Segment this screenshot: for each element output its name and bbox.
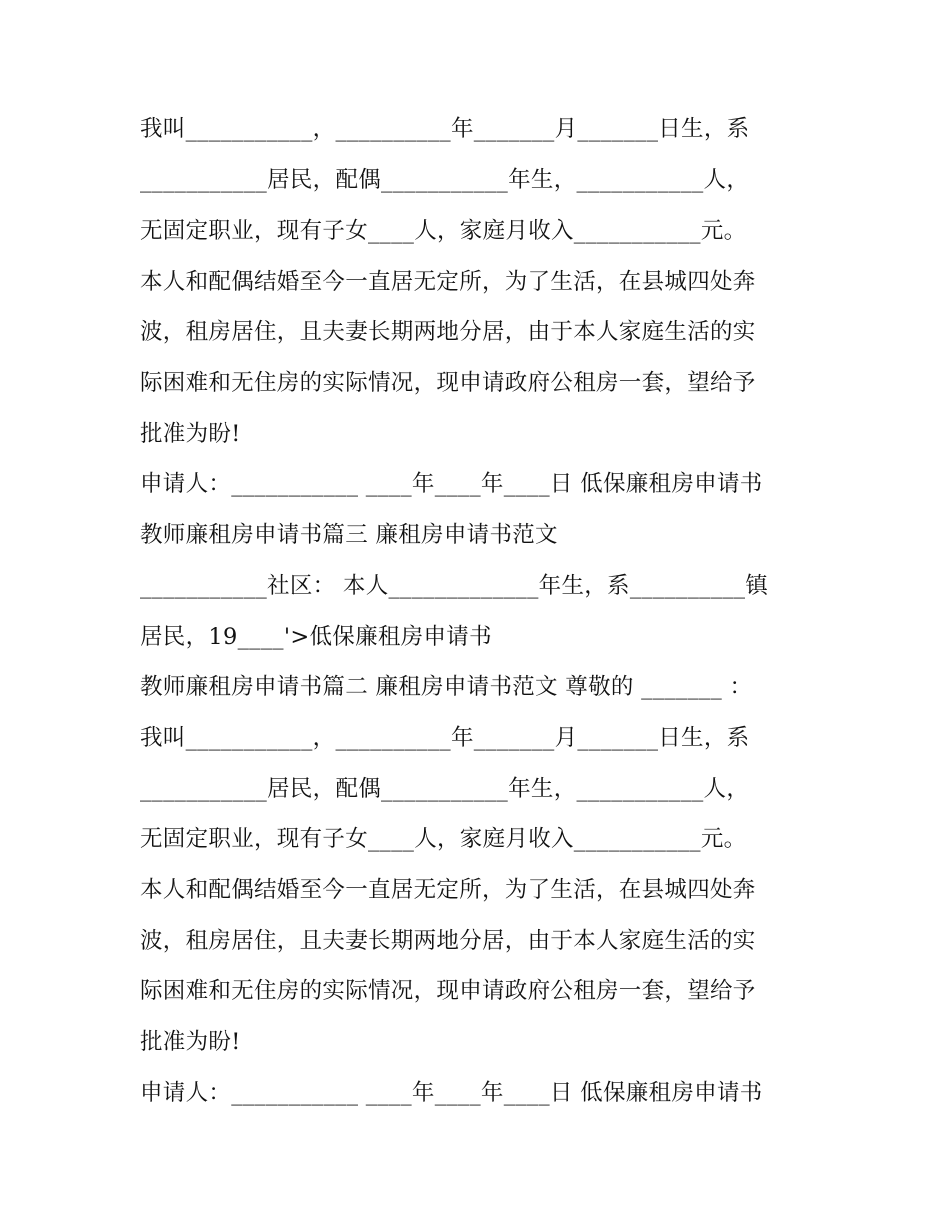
- text-line: 波，租房居住，且夫妻长期两地分居，由于本人家庭生活的实: [140, 319, 756, 345]
- text-line: 无固定职业，现有子女____人，家庭月收入___________元。: [140, 218, 747, 244]
- text-line: 我叫___________，__________年_______月_______日生，系: [140, 725, 750, 751]
- text-line: 本人和配偶结婚至今一直居无定所，为了生活，在县城四处奔: [140, 877, 756, 903]
- text-line: 无固定职业，现有子女____人，家庭月收入___________元。: [140, 826, 747, 852]
- text-line: 本人和配偶结婚至今一直居无定所，为了生活，在县城四处奔: [140, 269, 756, 295]
- text-line: 际困难和无住房的实际情况，现申请政府公租房一套，望给予: [140, 370, 756, 396]
- text-line: 申请人：___________ ____年____年____日 低保廉租房申请书: [140, 471, 763, 497]
- text-line: ___________居民，配偶___________年生，___________人，: [140, 776, 750, 802]
- text-line: 批准为盼!: [140, 421, 241, 447]
- text-line: 波，租房居住，且夫妻长期两地分居，由于本人家庭生活的实: [140, 928, 756, 954]
- text-line: ___________居民，配偶___________年生，___________人，: [140, 167, 750, 193]
- text-line: 教师廉租房申请书篇二 廉租房申请书范文 尊敬的 _______ ：: [140, 674, 753, 700]
- text-line: 教师廉租房申请书篇三 廉租房申请书范文: [140, 522, 558, 548]
- text-line: 申请人：___________ ____年____年____日 低保廉租房申请书: [140, 1080, 763, 1106]
- text-line: 际困难和无住房的实际情况，现申请政府公租房一套，望给予: [140, 978, 756, 1004]
- text-line: ___________社区： 本人_____________年生，系__________镇: [140, 573, 769, 599]
- text-line: 居民，19____'>低保廉租房申请书: [140, 624, 492, 650]
- text-line: 批准为盼!: [140, 1029, 241, 1055]
- text-line: 我叫___________，__________年_______月_______日生，系: [140, 116, 750, 142]
